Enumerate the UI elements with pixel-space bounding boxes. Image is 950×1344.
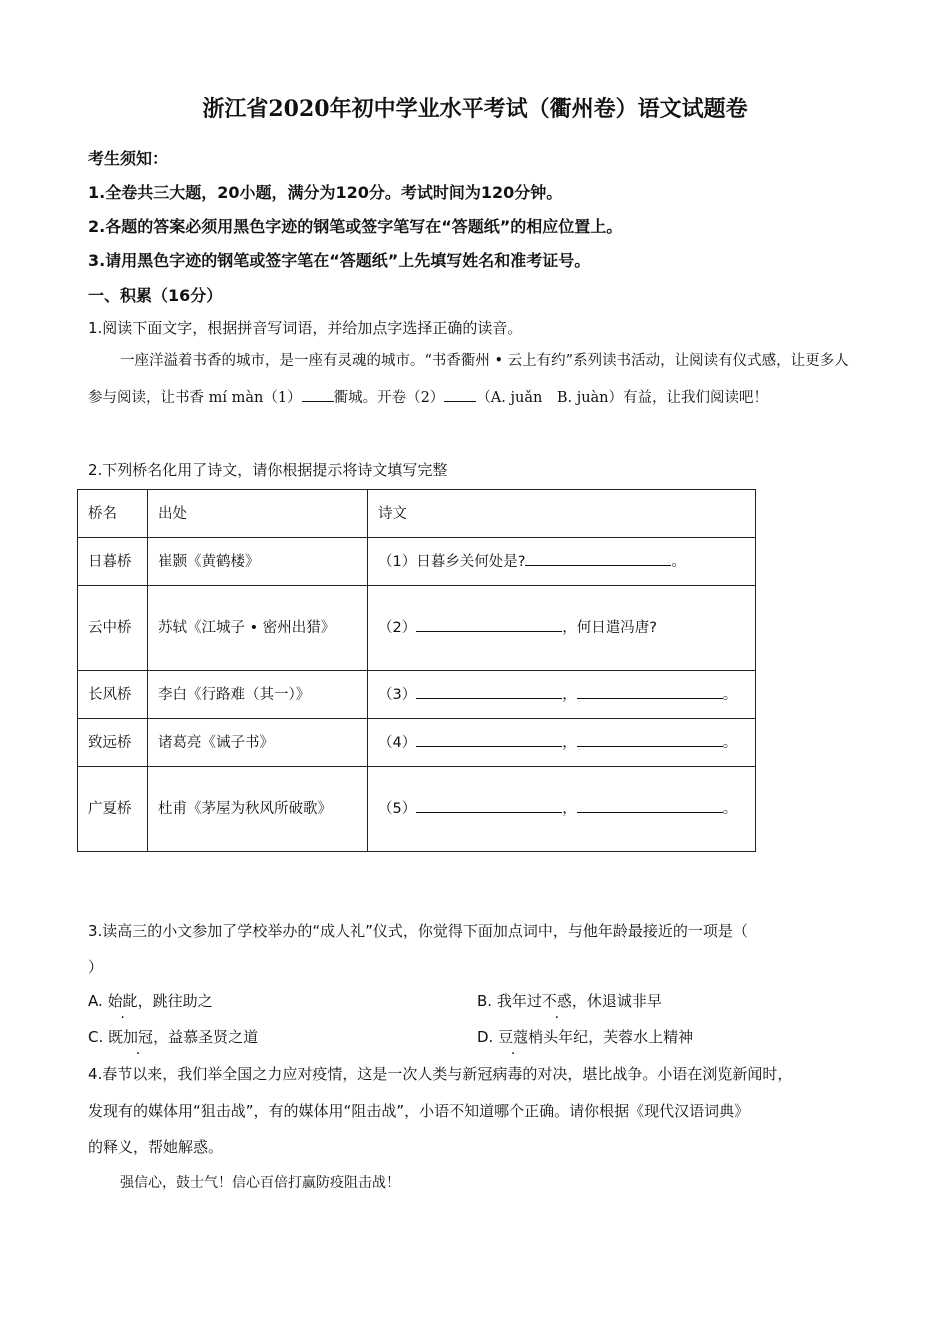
option-text: ，益慕圣贤之道 bbox=[153, 1028, 259, 1046]
option-text: 梢头年纪，芙蓉水上精神 bbox=[528, 1028, 694, 1046]
poem-source: 苏轼《江城子 • 密州出猎》 bbox=[148, 586, 368, 671]
poem-line bbox=[368, 767, 756, 852]
option-text: 既 bbox=[108, 1028, 124, 1046]
bridge-name: 广夏桥 bbox=[78, 767, 148, 852]
answer-blank bbox=[416, 617, 562, 632]
header-source: 出处 bbox=[148, 490, 368, 538]
dotted-word: 加冠 bbox=[123, 1028, 154, 1046]
bridge-name: 长风桥 bbox=[78, 671, 148, 719]
dotted-word: 豆蔻 bbox=[498, 1028, 529, 1046]
section-1-heading: 一、积累（16分） bbox=[88, 286, 223, 305]
dotted-word: 始龀 bbox=[107, 992, 138, 1010]
poem-source: 杜甫《茅屋为秋风所破歌》 bbox=[148, 767, 368, 852]
option-label: B. bbox=[477, 992, 493, 1010]
answer-blank bbox=[577, 732, 723, 747]
poem-prefix: （2） bbox=[378, 620, 417, 636]
poem-source: 李白《行路难（其一）》 bbox=[148, 671, 368, 719]
option-label: A. bbox=[88, 992, 103, 1010]
q3-option-c[interactable] bbox=[88, 1026, 258, 1047]
poem-line bbox=[368, 586, 756, 671]
q1-blank-1 bbox=[302, 387, 334, 402]
table-row bbox=[78, 671, 756, 719]
answer-blank bbox=[525, 551, 671, 566]
poem-line bbox=[368, 671, 756, 719]
q3-prompt: 3.读高三的小文参加了学校举办的“成人礼”仪式，你觉得下面加点词中，与他年龄最接近的一项是（ bbox=[88, 922, 748, 940]
bridge-poem-table bbox=[77, 489, 756, 852]
table-header-row bbox=[78, 490, 756, 538]
option-text: ，休退诚非早 bbox=[571, 992, 662, 1010]
notice-item-2: 2.各题的答案必须用黑色字迹的钢笔或签字笔写在“答题纸”的相应位置上。 bbox=[88, 217, 623, 236]
q1-passage-part-1: 一座洋溢着书香的城市，是一座有灵魂的城市。“书香衢州 • 云上有约”系列读书活动，让阅读有仪式感，让更多人参与阅读，让书香 mí màn（1） bbox=[88, 353, 849, 406]
table-row bbox=[78, 719, 756, 767]
q3-option-b[interactable] bbox=[477, 990, 662, 1011]
answer-blank bbox=[416, 684, 562, 699]
poem-prefix: （1）日暮乡关何处是? bbox=[378, 553, 526, 570]
poem-prefix: （4） bbox=[378, 734, 417, 751]
q3-option-a[interactable] bbox=[88, 990, 213, 1011]
answer-blank bbox=[577, 798, 723, 813]
notice-heading: 考生须知： bbox=[88, 149, 169, 168]
option-text: 我年过 bbox=[496, 992, 542, 1010]
dotted-word: 不惑 bbox=[541, 992, 572, 1010]
q1-passage-part-3: （A. juǎn B. juàn）有益，让我们阅读吧！ bbox=[476, 390, 769, 406]
q3-option-d[interactable] bbox=[477, 1026, 693, 1047]
poem-separator: ， bbox=[562, 801, 577, 817]
q4-slogan: 强信心，鼓士气！信心百倍打赢防疫阻击战！ bbox=[120, 1175, 400, 1191]
q1-passage bbox=[88, 343, 858, 417]
poem-source: 诸葛亮《诫子书》 bbox=[148, 719, 368, 767]
q4-line-1: 4.春节以来，我们举全国之力应对疫情，这是一次人类与新冠病毒的对决，堪比战争。小语在浏览新闻时， bbox=[88, 1065, 793, 1083]
bridge-name: 致远桥 bbox=[78, 719, 148, 767]
page-title: 浙江省2020年初中学业水平考试（衢州卷）语文试题卷 bbox=[202, 96, 748, 122]
q1-prompt: 1.阅读下面文字，根据拼音写词语，并给加点字选择正确的读音。 bbox=[88, 319, 523, 337]
bridge-name: 日暮桥 bbox=[78, 538, 148, 586]
poem-prefix: （5） bbox=[378, 801, 417, 817]
notice-item-3: 3.请用黑色字迹的钢笔或签字笔在“答题纸”上先填写姓名和准考证号。 bbox=[88, 251, 591, 270]
q2-prompt: 2.下列桥名化用了诗文，请你根据提示将诗文填写完整 bbox=[88, 461, 448, 479]
q4-line-2: 发现有的媒体用“狙击战”，有的媒体用“阻击战”，小语不知道哪个正确。请你根据《现代汉语词典》 bbox=[88, 1102, 750, 1120]
table-row bbox=[78, 586, 756, 671]
poem-prefix: （3） bbox=[378, 686, 417, 703]
poem-suffix: 。 bbox=[722, 734, 738, 751]
table-row bbox=[78, 538, 756, 586]
poem-suffix: 。 bbox=[671, 553, 686, 570]
answer-blank bbox=[416, 798, 562, 813]
q1-passage-part-2: 衢城。开卷（2） bbox=[333, 390, 445, 406]
q4-line-3: 的释义，帮她解惑。 bbox=[88, 1138, 224, 1156]
poem-suffix: 。 bbox=[722, 686, 738, 703]
option-text: ，跳往助之 bbox=[137, 992, 213, 1010]
q3-prompt-end: ） bbox=[88, 958, 104, 976]
answer-blank bbox=[416, 732, 562, 747]
poem-line bbox=[368, 719, 756, 767]
poem-line bbox=[368, 538, 756, 586]
poem-separator: ， bbox=[562, 686, 577, 703]
notice-item-1: 1.全卷共三大题，20小题，满分为120分。考试时间为120分钟。 bbox=[88, 183, 563, 202]
q1-blank-2 bbox=[444, 387, 476, 402]
bridge-name: 云中桥 bbox=[78, 586, 148, 671]
option-label: C. bbox=[88, 1028, 104, 1046]
poem-suffix: ，何日遣冯唐? bbox=[562, 620, 657, 636]
header-poem: 诗文 bbox=[368, 490, 756, 538]
table-row bbox=[78, 767, 756, 852]
poem-source: 崔颢《黄鹤楼》 bbox=[148, 538, 368, 586]
answer-blank bbox=[577, 684, 723, 699]
poem-separator: ， bbox=[562, 734, 577, 751]
header-bridge-name: 桥名 bbox=[78, 490, 148, 538]
poem-suffix: 。 bbox=[722, 801, 738, 817]
option-label: D. bbox=[477, 1028, 494, 1046]
